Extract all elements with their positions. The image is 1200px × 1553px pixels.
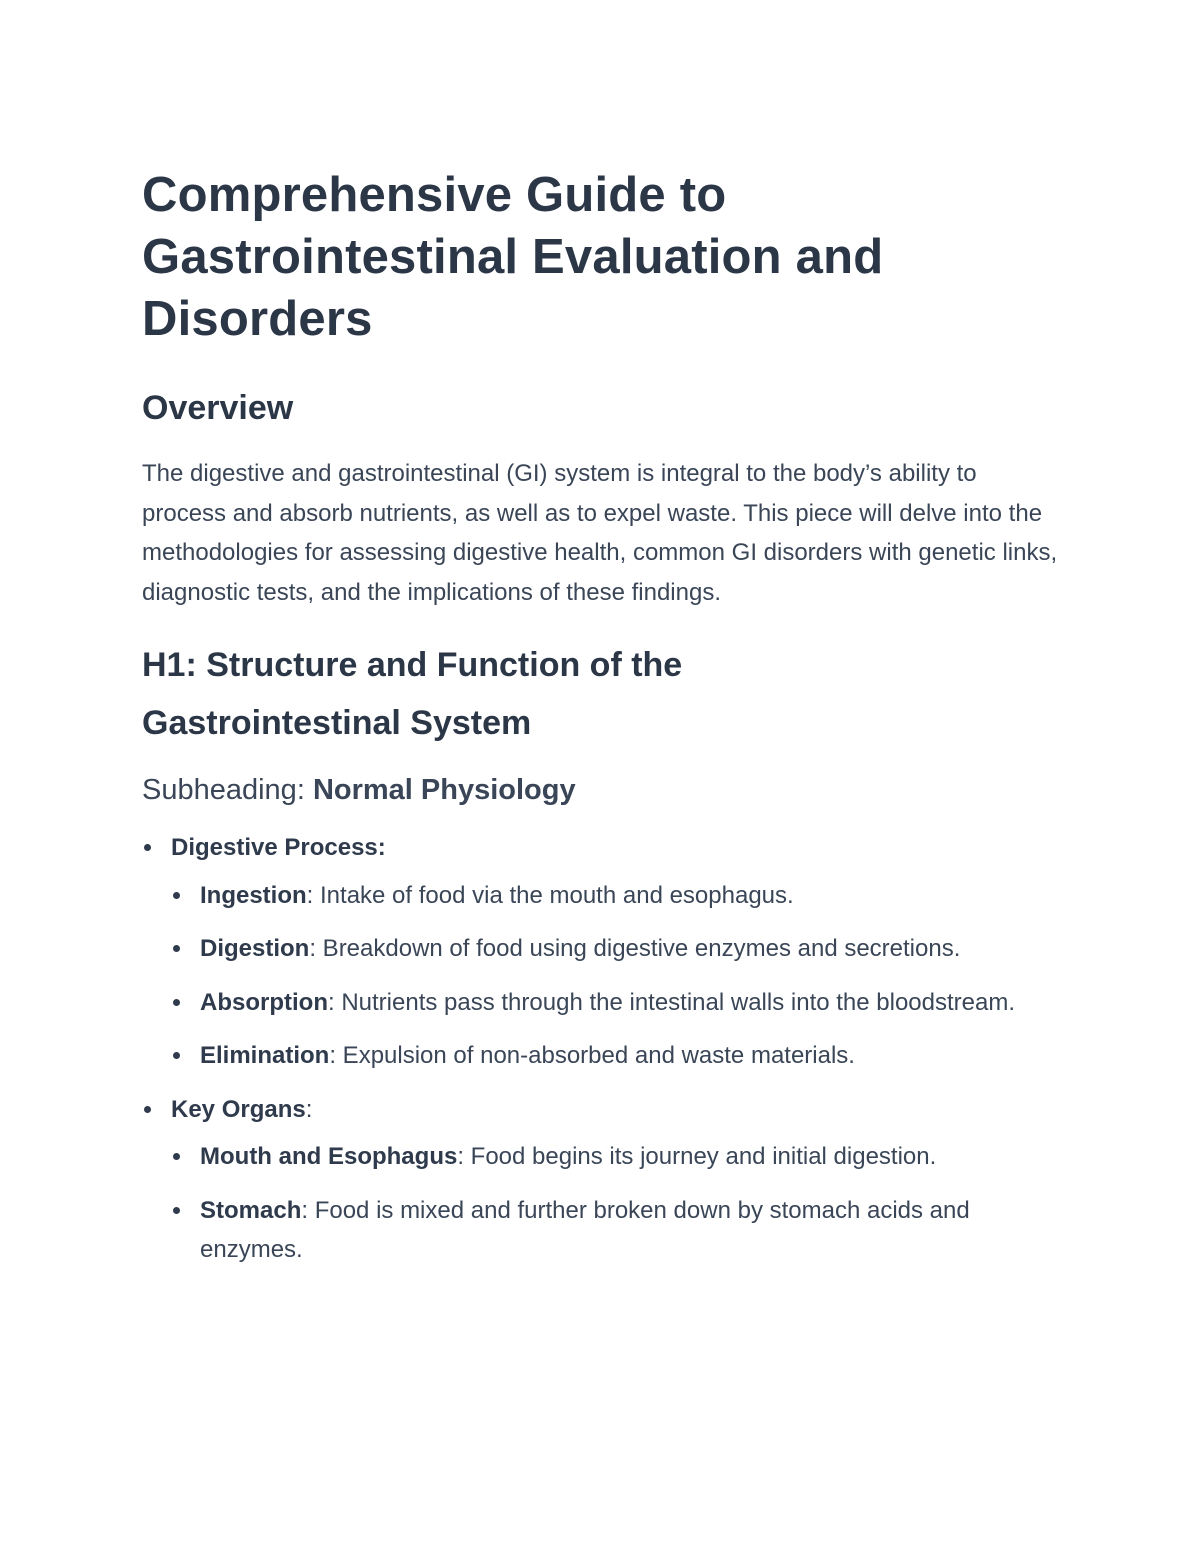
list-item-desc: : Expulsion of non-absorbed and waste materials. (329, 1042, 855, 1069)
list-item-key-organs (142, 1090, 1062, 1270)
document-page (142, 164, 1062, 1284)
subheading-prefix: Subheading: (142, 774, 313, 806)
list-item-stomach (171, 1191, 1062, 1270)
list-item-term: Stomach (200, 1196, 302, 1224)
list-item-desc: : Breakdown of food using digestive enzymes and secretions. (309, 935, 961, 962)
list-item-term: Digestion (200, 935, 310, 962)
bullet-icon (173, 1153, 180, 1160)
key-organs-sublist (171, 1137, 1062, 1270)
list-item-desc: : Food is mixed and further broken down by stomach acids and enzymes. (200, 1196, 970, 1263)
bullet-icon (144, 1106, 151, 1113)
list-item-label-suffix: : (305, 1095, 313, 1123)
list-item-term: Absorption (200, 988, 328, 1016)
heading-line: H1: Structure and Function of the (142, 646, 683, 684)
bullet-icon (144, 844, 151, 851)
list-item-term: Elimination (200, 1042, 330, 1069)
overview-paragraph: The digestive and gastrointestinal (GI) system is integral to the body’s ability to process and absorb nutrients, as well as to expel waste. This piece will delve into the methodologies for assessing digestive health, common GI disorders with genetic links, diagnostic tests, and the implications of these findings. (142, 460, 1058, 606)
list-item-mouth-esophagus (171, 1137, 1062, 1177)
document-title (142, 164, 1062, 350)
overview-heading: Overview (142, 389, 294, 427)
list-item-desc: : Intake of food via the mouth and esophagus. (306, 881, 794, 909)
list-item-digestion (171, 929, 1062, 969)
list-item-ingestion (171, 876, 1062, 916)
subheading-normal-physiology (142, 770, 1062, 810)
bullet-icon (173, 1207, 180, 1214)
physiology-list (142, 828, 1062, 1270)
list-item-desc: : Nutrients pass through the intestinal walls into the bloodstream. (327, 988, 1016, 1016)
title-line: Gastrointestinal Evaluation and (142, 230, 884, 284)
list-item-absorption (171, 983, 1062, 1023)
list-item-label: Key Organs (171, 1095, 306, 1123)
bullet-icon (173, 999, 180, 1006)
list-item-term: Ingestion (200, 881, 307, 909)
bullet-icon (173, 945, 180, 952)
bullet-icon (173, 892, 180, 899)
list-item-label: Digestive Process: (171, 834, 386, 861)
subheading-title: Normal Physiology (312, 774, 576, 806)
list-item-desc: : Food begins its journey and initial digestion. (457, 1143, 937, 1170)
bullet-icon (173, 1052, 180, 1059)
structure-function-heading (142, 636, 1062, 752)
list-item-term: Mouth and Esophagus (200, 1143, 458, 1170)
digestive-process-sublist (171, 876, 1062, 1076)
list-item-digestive-process (142, 828, 1062, 1076)
heading-line: Gastrointestinal System (142, 704, 532, 742)
title-line: Comprehensive Guide to (142, 168, 727, 222)
list-item-elimination (171, 1036, 1062, 1076)
title-line: Disorders (142, 292, 373, 346)
